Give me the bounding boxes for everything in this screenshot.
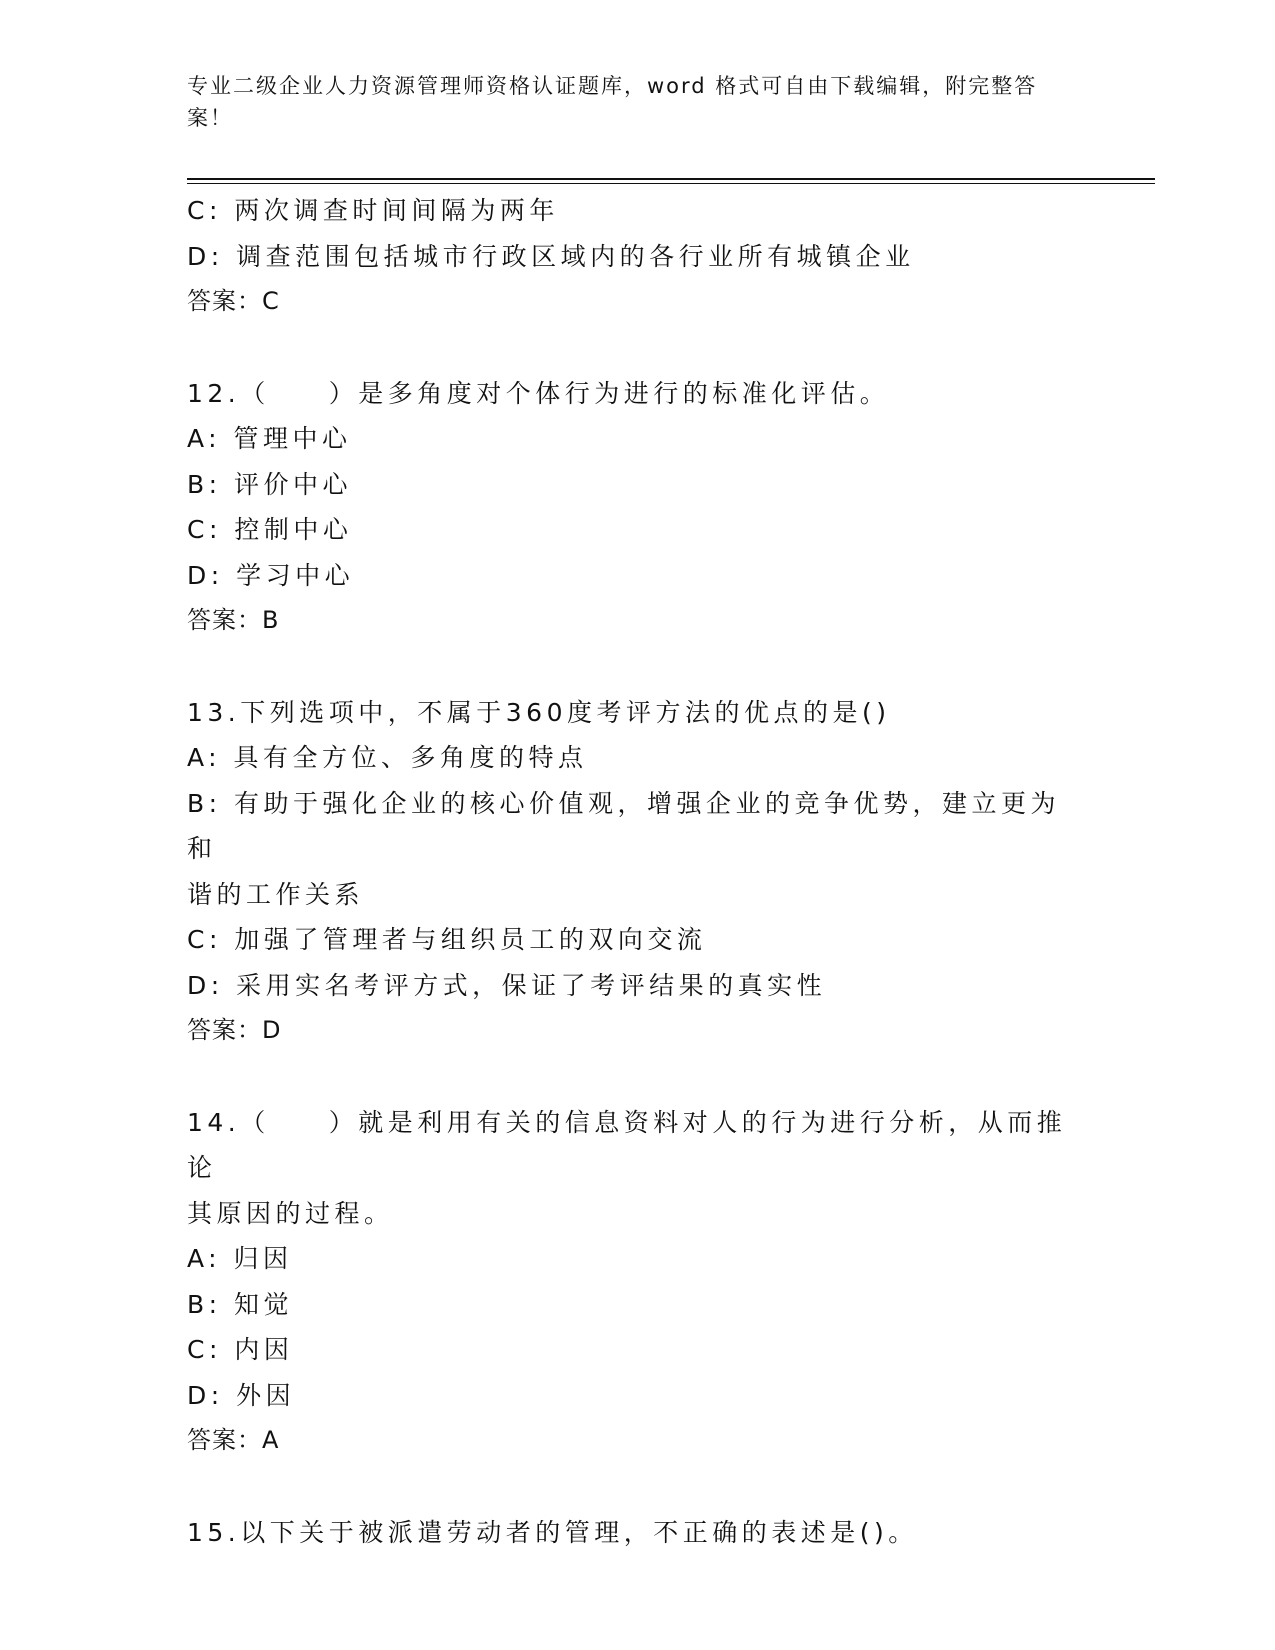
option-line: B: 评价中心 — [187, 469, 353, 499]
answer-line: 答案：B — [187, 606, 280, 634]
question-block — [187, 1510, 1087, 1556]
question-block — [187, 690, 1087, 1054]
question-stem-continued: 其原因的过程。 — [187, 1198, 394, 1228]
answer-line: 答案：C — [187, 287, 280, 315]
header-rule-thick — [187, 178, 1155, 180]
option-line: B: 知觉 — [187, 1289, 294, 1319]
option-line: D: 学习中心 — [187, 560, 355, 590]
answer-line: 答案：D — [187, 1016, 282, 1044]
option-line: C: 内因 — [187, 1335, 294, 1364]
question-block — [187, 371, 1087, 644]
option-line: A: 管理中心 — [187, 424, 352, 453]
question-block — [187, 188, 1087, 325]
question-list — [187, 188, 1087, 1555]
header-rule-thin — [187, 183, 1155, 184]
option-line: C: 加强了管理者与组织员工的双向交流 — [187, 925, 707, 954]
answer-line: 答案：A — [187, 1426, 280, 1454]
option-line: C: 控制中心 — [187, 515, 353, 544]
option-line: B: 有助于强化企业的核心价值观，增强企业的竞争优势，建立更为和 — [187, 788, 1061, 863]
question-stem: 14.（ ）就是利用有关的信息资料对人的行为进行分析，从而推论 — [187, 1107, 1067, 1182]
option-line: D: 调查范围包括城市行政区域内的各行业所有城镇企业 — [187, 241, 915, 271]
option-line: D: 外因 — [187, 1380, 296, 1410]
option-line: D: 采用实名考评方式，保证了考评结果的真实性 — [187, 970, 827, 1000]
option-line: A: 具有全方位、多角度的特点 — [187, 743, 588, 772]
option-line-continued: 谐的工作关系 — [187, 879, 365, 909]
document-header: 专业二级企业人力资源管理师资格认证题库，word 格式可自由下载编辑，附完整答案！ — [187, 74, 1038, 130]
question-stem: 13.下列选项中，不属于360度考评方法的优点的是() — [187, 697, 891, 727]
question-block — [187, 1100, 1087, 1464]
question-stem: 15.以下关于被派遣劳动者的管理，不正确的表述是()。 — [187, 1517, 918, 1547]
option-line: C: 两次调查时间间隔为两年 — [187, 196, 559, 225]
question-stem: 12.（ ）是多角度对个体行为进行的标准化评估。 — [187, 378, 890, 408]
option-line: A: 归因 — [187, 1244, 293, 1273]
